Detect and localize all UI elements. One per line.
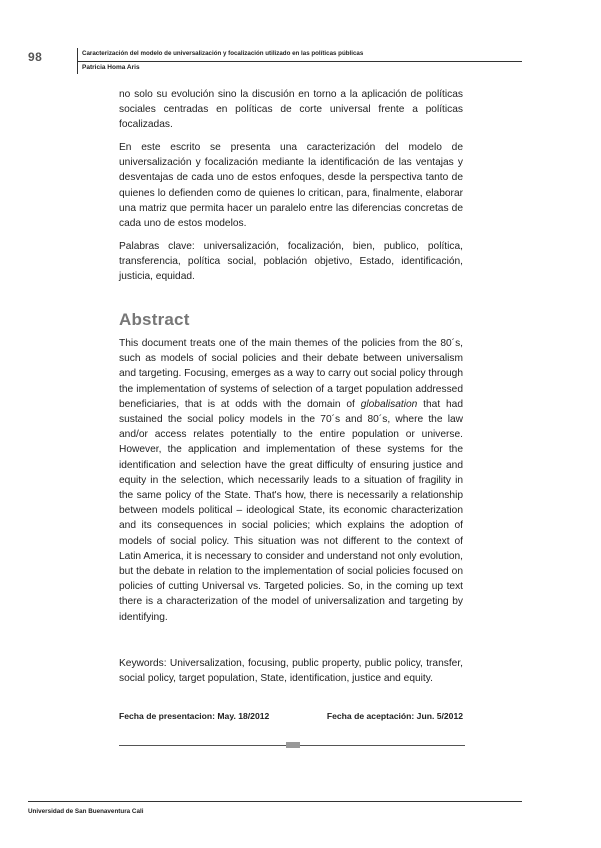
footer-rule <box>28 801 522 802</box>
running-author: Patricia Homa Aris <box>82 64 140 71</box>
abstract-heading: Abstract <box>119 310 190 329</box>
abstract-italic-term: globalisation <box>360 398 418 410</box>
paragraph-intro-continuation: no solo su evolución sino la discusión en torno a la aplicación de políticas sociales centradas en políticas de corte universal frente a políticas focalizadas. <box>119 89 463 131</box>
abstract-paragraph <box>119 336 463 625</box>
abstract-text-start: This document treats one of the main themes of the policies from the 80´s, such as models of social policies and their debate between universalism and targeting. Focusing, emerges as a way to carry out social policy through the implementation of systems of selection of a target population addressed beneficiaries, that is at odds with the domain of <box>119 338 463 410</box>
paragraph-scope: En este escrito se presenta una caracterización del modelo de universalización y focalización mediante la identificación de las ventajas y desventajas de cada uno de estos enfoques, desde la perspectiva tanto de quienes lo defienden como de quienes lo critican, para, finalmente, elaborar una matriz que permita hacer un paralelo entre las diferencias concretas de cada uno de estos modelos. <box>119 142 463 230</box>
running-title: Caracterización del modelo de universalización y focalización utilizado en las políticas públicas <box>82 50 364 57</box>
separator-ornament <box>286 742 300 748</box>
page-number: 98 <box>28 50 43 64</box>
abstract-text-end: that had sustained the social policy models in the 70´s and 80´s, where the law and/or access relates potentially to the entire population or universe. However, the application and implementation of these systems for the identification and selection have the great difficulty of ensuring justice and equity in the selection, which necessarily leads to a situation of fragility in the same policy of the State. That's how, there is necessarily a relationship between models political – ideological State, its economic characterization and its consequences in social policies; which explains the adoption of models of social policy. This situation was not different to the context of Latin America, it is necessary to consider and understand not only evolution, but the debate in relation to the implementation of social policies focused on policies of cutting Universal vs. Targeted policies. So, in the coming up text there is a characterization of the model of universalization and targeting by identifying. <box>119 398 464 623</box>
keywords-spanish: Palabras clave: universalización, focalización, bien, publico, política, transferencia, política social, población objetivo, Estado, identificación, justicia, equidad. <box>119 241 463 283</box>
header-rule <box>77 61 522 62</box>
keywords-english: Keywords: Universalization, focusing, public property, public policy, transfer, social policy, target population, State, identification, justice and equity. <box>119 658 463 685</box>
presentation-date: Fecha de presentacion: May. 18/2012 <box>119 711 270 721</box>
acceptance-date: Fecha de aceptación: Jun. 5/2012 <box>326 711 463 721</box>
footer-institution: Universidad de San Buenaventura Cali <box>28 808 144 815</box>
